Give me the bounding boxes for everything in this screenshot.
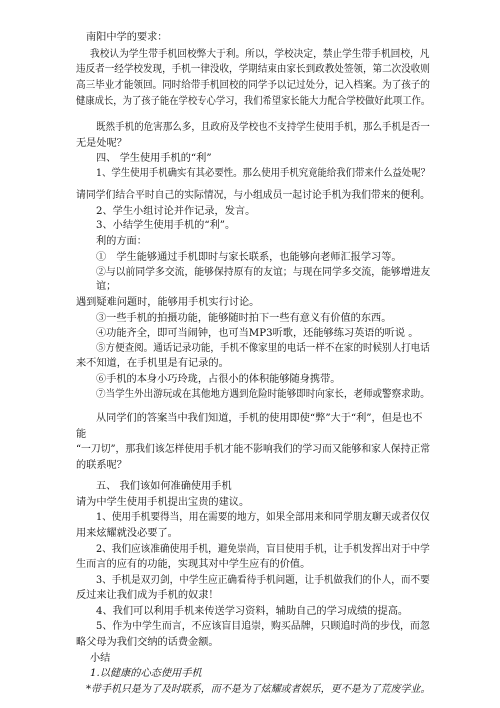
paragraph-heading: 南阳中学的要求： xyxy=(86,32,168,43)
paragraph-line: 我校认为学生带手机回校弊大于利。所以，学校决定，禁止学生带手机回校，凡 xyxy=(90,48,430,60)
list-item-continued: 来不知道，在手机里是有记录的。 xyxy=(76,358,229,369)
list-item: ②与以前同学多交流，能够保持原有的友谊；与现在同学多交流，能够增进友 xyxy=(96,266,431,278)
list-item: 4、我们可以利用手机来传送学习资料，辅助自己的学习成绩的提高。 xyxy=(96,605,409,617)
list-item: 2、学生小组讨论并作记录，发言。 xyxy=(96,205,256,217)
list-item: ③一些手机的拍摄功能，能够随时拍下一些有意义有价值的东西。 xyxy=(96,312,392,324)
list-item-continued: 谊； xyxy=(96,281,117,293)
subheading: 利的方面： xyxy=(96,236,147,247)
paragraph-line: 健康成长，为了孩子能在学校专心学习，我们希望家长能大力配合学校做好此项工作。 xyxy=(76,95,431,107)
paragraph-line: 能 xyxy=(76,428,87,440)
list-item: ④功能齐全，即可当闹钟，也可当MP3听歌，还能够练习英语的听说 。 xyxy=(96,327,419,339)
summary-item: 1.以健康的心态使用手机 xyxy=(90,668,202,680)
section-heading: 四、 学生使用手机的“利” xyxy=(96,153,212,165)
paragraph-line: 高三毕业才能领回。同时给带手机回校的同学予以记过处分，记入档案。为了孩子的 xyxy=(76,79,430,91)
paragraph-line: 无是处呢？ xyxy=(76,137,127,149)
list-item: 3、手机是双刃剑，中学生应正确看待手机问题，让手机做我们的仆人，而不要 xyxy=(96,575,430,586)
list-item-continued: 略父母为我们交纳的话费金额。 xyxy=(76,636,219,648)
paragraph-line: 违反者一经学校发现，手机一律没收，学期结束由家长到政教处签领，第二次没收则 xyxy=(76,64,430,76)
paragraph-line: 1、学生使用手机确实有其必要性。那么使用手机究竟能给我们带来什么益处呢？ xyxy=(96,168,431,179)
list-item: 1、使用手机要得当，用在需要的地方，如果全部用来和同学朋友聊天或者仅仅 xyxy=(96,512,430,524)
paragraph-line: 遇到疑难问题时，能够用手机实行讨论。 xyxy=(76,297,260,308)
list-item: ⑤方便查阅。通话记录功能，手机不像家里的电话一样不在家的时候别人打电话 xyxy=(96,343,430,355)
paragraph-line: 请为中学生使用手机提出宝贵的建议。 xyxy=(76,496,250,508)
paragraph-line: “一刀切”，那我们该怎样使用手机才能不影响我们的学习而又能够和家人保持正常 xyxy=(76,444,431,456)
paragraph-line: 的联系呢？ xyxy=(76,460,127,471)
list-item: ① 学生能够通过手机即时与家长联系，也能够向老师汇报学习等。 xyxy=(96,251,402,263)
list-item: 2、我们应该准确使用手机，避免崇尚，盲目使用手机，让手机发挥出对于中学 xyxy=(96,543,430,555)
list-item-continued: 用来炫耀就没必要了。 xyxy=(76,528,178,539)
list-item: 3、小结学生使用手机的“利”。 xyxy=(96,220,236,232)
list-item: ⑥手机的本身小巧玲珑，占很小的体积能够随身携带。 xyxy=(96,373,341,385)
summary-item: *带手机只是为了及时联系，而不是为了炫耀或者娱乐，更不是为了荒废学业。 xyxy=(86,684,431,695)
paragraph-line: 从同学们的答案当中我们知道，手机的使用即使“弊”大于“利”，但是也不 xyxy=(96,412,423,424)
list-item: 5、作为中学生而言，不应该盲目追崇，购买品牌，只顾追时尚的步伐，而忽 xyxy=(96,621,430,633)
section-heading: 五、 我们该如何准确使用手机 xyxy=(96,480,232,492)
list-item-continued: 反过来让我们成为手机的奴隶！ xyxy=(76,589,219,601)
list-item: ⑦当学生外出游玩或在其他地方遇到危险时能够即时向家长，老师或警察求助。 xyxy=(96,389,430,401)
paragraph-line: 请同学们结合平时自己的实际情况，与小组成员一起讨论手机为我们带来的便利。 xyxy=(76,189,430,201)
paragraph-line: 既然手机的危害那么多，且政府及学校也不支持学生使用手机，那么手机是否一 xyxy=(96,121,430,133)
list-item-continued: 生而言的应有的功能，实现其对中学生应有的价值。 xyxy=(76,559,311,571)
subheading: 小结 xyxy=(90,652,111,664)
